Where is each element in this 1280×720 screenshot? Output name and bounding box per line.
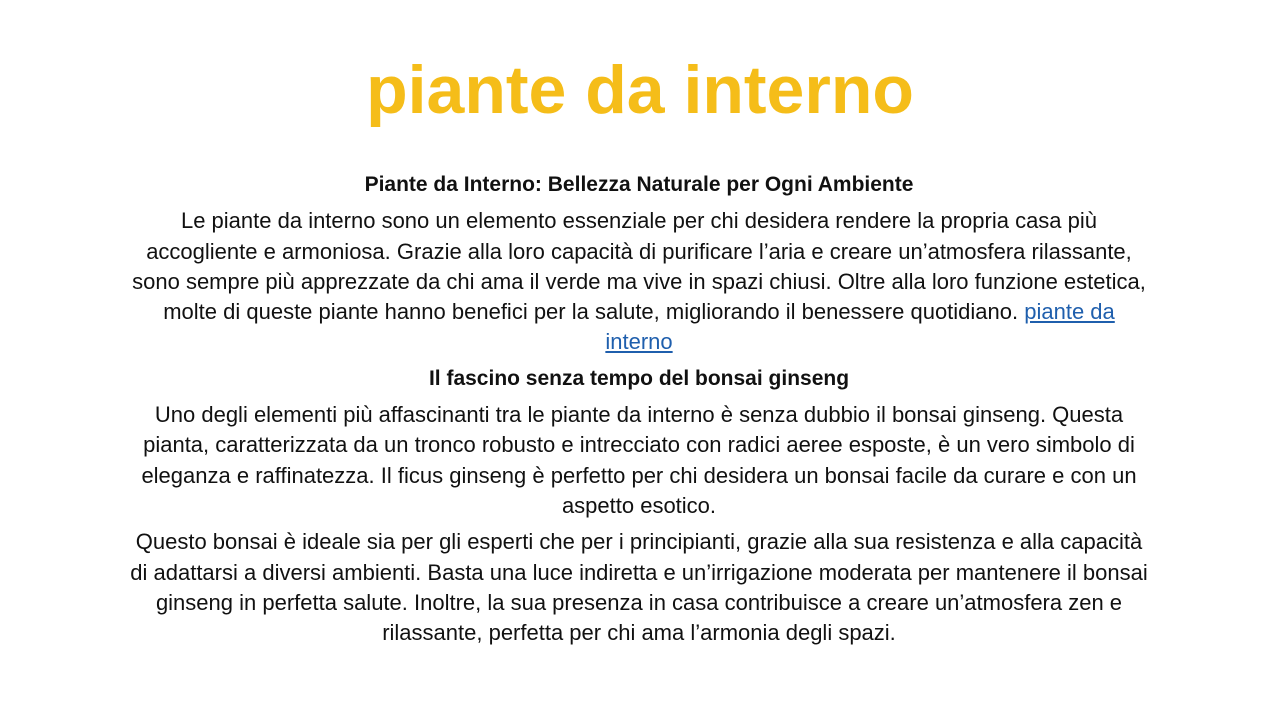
piante-da-interno-link[interactable]: piante da interno: [605, 299, 1115, 355]
section-heading-piante-da-interno: Piante da Interno: Bellezza Naturale per Ogni Ambiente: [364, 173, 914, 196]
section-heading-bonsai-ginseng: Il fascino senza tempo del bonsai ginseng: [428, 366, 850, 390]
intro-paragraph-text: Le piante da interno sono un elemento essenziale per chi desidera rendere la propria casa più accogliente e armoniosa. Grazie alla loro capacità di purificare l’aria e creare un’atmosfera rilassante, sono sempre più apprezzate da chi ama il verde ma vive in spazi chiusi. Oltre alla loro funzione estetica, molte di queste piante hanno benefici per la salute, migliorando il benessere quotidiano.: [132, 208, 1146, 325]
slide-title: piante da interno: [366, 52, 914, 128]
intro-paragraph: [128, 206, 1150, 357]
bonsai-paragraph: Uno degli elementi più affascinanti tra le piante da interno è senza dubbio il bonsai ginseng. Questa pianta, caratterizzata da un tronco robusto e intrecciato con radici aeree esposte, è un vero simbolo di eleganza e raffinatezza. Il ficus ginseng è perfetto per chi desidera un bonsai facile da curare e con un aspetto esotico.: [141, 402, 1137, 518]
bonsai-care-paragraph: Questo bonsai è ideale sia per gli esperti che per i principianti, grazie alla sua resistenza e alla capacità di adattarsi a diversi ambienti. Basta una luce indiretta e un’irrigazione moderata per mantenere il bonsai ginseng in perfetta salute. Inoltre, la sua presenza in casa contribuisce a creare un’atmosfera zen e rilassante, perfetta per chi ama l’armonia degli spazi.: [130, 529, 1148, 646]
slide-body: [128, 170, 1150, 654]
